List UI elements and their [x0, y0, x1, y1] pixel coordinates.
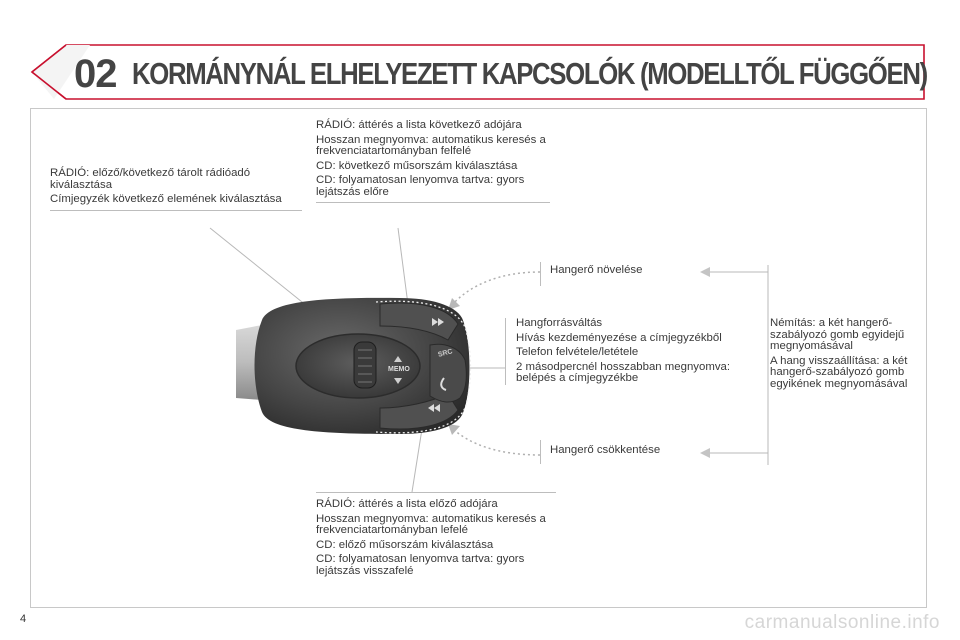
previous-line-2: Hosszan megnyomva: automatikus keresés a frekvenciatartományban lefelé: [316, 512, 546, 536]
radio-preset-line-2: Címjegyzék következő elemének kiválasztása: [50, 193, 282, 205]
label-previous-station: [316, 492, 556, 577]
label-radio-preset: [50, 168, 302, 211]
previous-line-4: CD: folyamatosan lenyomva tartva: gyors lejátszás visszafelé: [316, 553, 525, 577]
radio-preset-line-1: RÁDIÓ: előző/következő tárolt rádióadó kiválasztása: [50, 167, 251, 191]
source-line-1: Hangforrásváltás: [516, 317, 603, 329]
next-line-1: RÁDIÓ: áttérés a lista következő adójára: [316, 119, 522, 131]
page-number: 4: [20, 613, 27, 625]
source-line-4: 2 másodpercnél hosszabban megnyomva: belépés a címjegyzékbe: [516, 360, 731, 384]
next-line-2: Hosszan megnyomva: automatikus keresés a frekvenciatartományban felfelé: [316, 133, 546, 157]
section-number: 02: [74, 52, 117, 96]
next-line-4: CD: folyamatosan lenyomva tartva: gyors lejátszás előre: [316, 174, 525, 198]
source-line-2: Hívás kezdeményezése a címjegyzékből: [516, 331, 722, 344]
next-line-3: CD: következő műsorszám kiválasztása: [316, 159, 518, 172]
volume-down-bracket: [540, 440, 541, 464]
source-line-3: Telefon felvétele/letétele: [516, 346, 639, 358]
label-source: [505, 318, 766, 385]
label-next-station: [316, 120, 550, 203]
previous-line-1: RÁDIÓ: áttérés a lista előző adójára: [316, 498, 498, 510]
label-mute: [770, 318, 912, 390]
label-volume-down: [540, 438, 700, 457]
volume-down-text: Hangerő csökkentése: [550, 444, 661, 456]
volume-up-bracket: [540, 262, 541, 286]
volume-up-text: Hangerő növelése: [550, 264, 643, 276]
src-label: SRC: [437, 348, 454, 359]
mute-line-2: A hang visszaállítása: a két hangerő-szabályozó gomb egyikének megnyomásával: [770, 354, 908, 390]
label-volume-up: [540, 258, 700, 277]
memo-label: MEMO: [388, 366, 410, 373]
mute-line-1: Némítás: a két hangerő-szabályozó gomb egyidejű megnyomásával: [770, 317, 905, 352]
previous-line-3: CD: előző műsorszám kiválasztása: [316, 538, 494, 551]
page-title: KORMÁNYNÁL ELHELYEZETT KAPCSOLÓK (MODELLTŐL FÜGGŐEN): [132, 56, 927, 91]
watermark-text: carmanualsonline.info: [744, 612, 940, 633]
